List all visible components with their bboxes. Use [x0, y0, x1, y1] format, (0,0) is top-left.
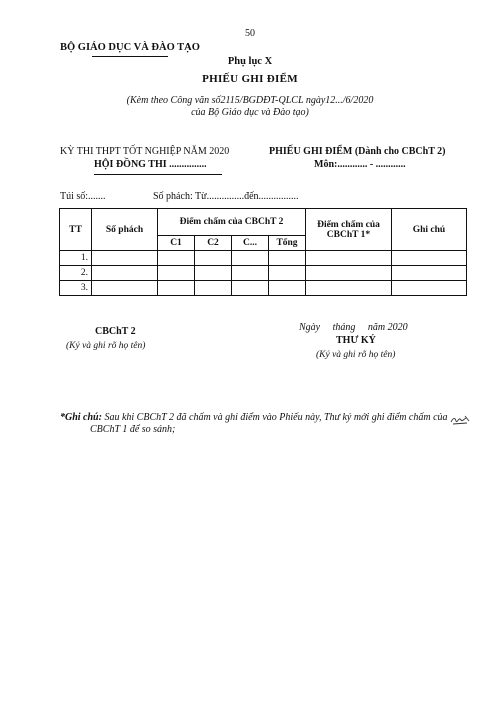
table-row — [60, 266, 467, 281]
subject-field: Môn:............ - ............ — [314, 159, 406, 170]
col-header-tt: TT — [60, 209, 92, 251]
col-header-c1: C1 — [158, 236, 195, 251]
signature-note-left: (Ký và ghi rõ họ tên) — [66, 341, 146, 351]
cell-c2[interactable] — [195, 266, 232, 281]
col-header-c-more: C... — [232, 236, 269, 251]
cell-total[interactable] — [269, 251, 306, 266]
signature-date: Ngày tháng năm 2020 — [299, 322, 408, 333]
cell-code[interactable] — [92, 281, 158, 296]
row-number: 3. — [60, 281, 92, 296]
table-row — [60, 251, 467, 266]
exam-name: KỲ THI THPT TỐT NGHIỆP NĂM 2020 — [60, 146, 230, 157]
col-header-c2: C2 — [195, 236, 232, 251]
signature-role-cbcht2: CBChT 2 — [95, 326, 136, 337]
cell-c-more[interactable] — [232, 281, 269, 296]
cell-notes[interactable] — [392, 251, 467, 266]
handwritten-initials-icon — [449, 412, 471, 426]
cell-c2[interactable] — [195, 281, 232, 296]
col-header-total: Tổng — [269, 236, 306, 251]
col-header-notes: Ghi chú — [392, 209, 467, 251]
row-number: 1. — [60, 251, 92, 266]
footnote-line-2: CBChT 1 để so sánh; — [90, 424, 176, 435]
col-header-score-cbcht2: Điểm chấm của CBChT 2 — [158, 209, 306, 236]
cell-notes[interactable] — [392, 266, 467, 281]
footnote-line-1 — [60, 412, 448, 423]
form-title: PHIẾU GHI ĐIỂM — [202, 73, 298, 85]
signature-role-secretary: THƯ KÝ — [336, 335, 376, 346]
council-underline — [94, 174, 222, 175]
cell-code[interactable] — [92, 266, 158, 281]
cell-c-more[interactable] — [232, 266, 269, 281]
score-table — [59, 208, 467, 296]
signature-note-right: (Ký và ghi rõ họ tên) — [316, 350, 396, 360]
cell-score-cbcht1[interactable] — [306, 266, 392, 281]
appendix-label: Phụ lục X — [227, 56, 273, 67]
sheet-type: PHIẾU GHI ĐIỂM (Dành cho CBChT 2) — [269, 146, 446, 157]
cell-total[interactable] — [269, 266, 306, 281]
cell-total[interactable] — [269, 281, 306, 296]
cell-c2[interactable] — [195, 251, 232, 266]
cell-code[interactable] — [92, 251, 158, 266]
cell-score-cbcht1[interactable] — [306, 251, 392, 266]
code-range-field: Số phách: Từ...............đến................ — [153, 191, 299, 202]
col-header-code: Số phách — [92, 209, 158, 251]
row-number: 2. — [60, 266, 92, 281]
exam-council: HỘI ĐỒNG THI ............... — [94, 159, 207, 170]
page-number: 50 — [245, 28, 255, 39]
bag-number-field: Túi số:....... — [60, 191, 106, 202]
reference-line-2: của Bộ Giáo dục và Đào tạo) — [191, 107, 309, 118]
footnote-label: *Ghi chú: — [60, 412, 102, 423]
col-header-score-cbcht1: Điểm chấm của CBChT 1* — [306, 209, 392, 251]
cell-c1[interactable] — [158, 281, 195, 296]
ministry-name: BỘ GIÁO DỤC VÀ ĐÀO TẠO — [60, 42, 200, 53]
cell-c1[interactable] — [158, 266, 195, 281]
reference-line-1: (Kèm theo Công văn số2115/BGDĐT-QLCL ngày12.../6/2020 — [126, 95, 374, 106]
footnote-text-1: Sau khi CBChT 2 đã chấm và ghi điểm vào Phiếu này, Thư ký mới ghi điểm chấm của — [104, 412, 448, 423]
table-row — [60, 281, 467, 296]
cell-score-cbcht1[interactable] — [306, 281, 392, 296]
cell-c1[interactable] — [158, 251, 195, 266]
cell-c-more[interactable] — [232, 251, 269, 266]
cell-notes[interactable] — [392, 281, 467, 296]
